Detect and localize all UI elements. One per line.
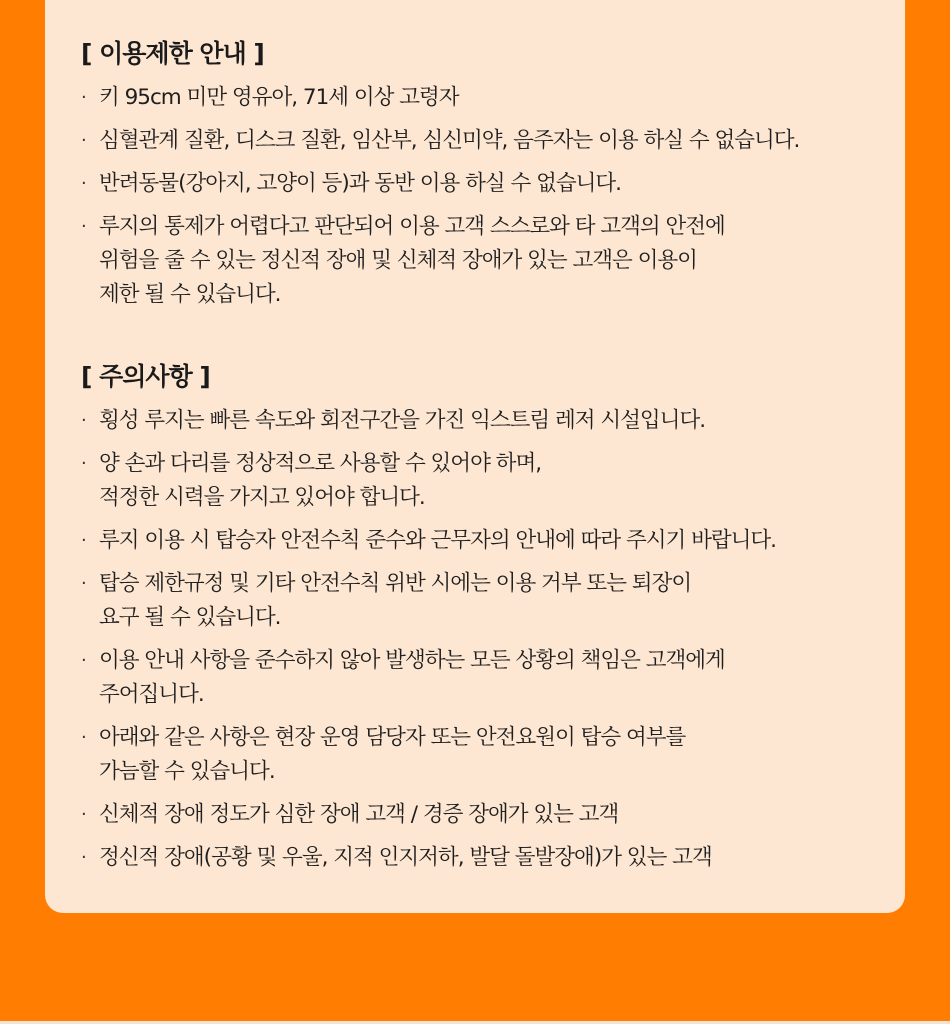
bullet-icon: · <box>81 130 86 151</box>
list-item-text: 탑승 제한규정 및 기타 안전수칙 위반 시에는 이용 거부 또는 퇴장이 요구 될 수 있습니다. <box>99 571 692 630</box>
list-item <box>81 81 881 115</box>
list-item <box>81 567 881 635</box>
bullet-icon: · <box>81 573 86 594</box>
list-item-text: 정신적 장애(공황 및 우울, 지적 인지저하, 발달 돌발장애)가 있는 고객 <box>99 845 712 870</box>
list-item <box>81 524 881 558</box>
list-item-text: 횡성 루지는 빠른 속도와 회전구간을 가진 익스트림 레저 시설입니다. <box>99 408 706 433</box>
usage-restrictions-section <box>81 37 881 321</box>
list-item-text: 루지 이용 시 탑승자 안전수칙 준수와 근무자의 안내에 따라 주시기 바랍니다. <box>99 528 777 553</box>
bullet-icon: · <box>81 530 86 551</box>
list-item <box>81 404 881 438</box>
usage-restrictions-heading: [ 이용제한 안내 ] <box>81 39 264 68</box>
bullet-icon: · <box>81 173 86 194</box>
list-item-text: 반려동물(강아지, 고양이 등)과 동반 이용 하실 수 없습니다. <box>99 171 621 196</box>
bullet-icon: · <box>81 87 86 108</box>
list-item-text: 아래와 같은 사항은 현장 운영 담당자 또는 안전요원이 탑승 여부를 가늠할 수 있습니다. <box>99 725 686 784</box>
list-item <box>81 644 881 712</box>
list-item <box>81 124 881 158</box>
list-item <box>81 447 881 515</box>
usage-restrictions-list <box>81 81 881 312</box>
cautions-list <box>81 404 881 875</box>
list-item-text: 루지의 통제가 어렵다고 판단되어 이용 고객 스스로와 타 고객의 안전에 위험을 줄 수 있는 정신적 장애 및 신체적 장애가 있는 고객은 이용이 제한 될 수 있습니다. <box>99 214 725 307</box>
bullet-icon: · <box>81 453 86 474</box>
list-item <box>81 210 881 312</box>
list-item <box>81 721 881 789</box>
list-item-text: 양 손과 다리를 정상적으로 사용할 수 있어야 하며, 적정한 시력을 가지고 있어야 합니다. <box>99 451 542 510</box>
bullet-icon: · <box>81 650 86 671</box>
bullet-icon: · <box>81 216 86 237</box>
cautions-heading: [ 주의사항 ] <box>81 362 210 391</box>
bullet-icon: · <box>81 410 86 431</box>
bullet-icon: · <box>81 847 86 868</box>
list-item-text: 신체적 장애 정도가 심한 장애 고객 / 경증 장애가 있는 고객 <box>99 802 619 827</box>
list-item <box>81 798 881 832</box>
notice-card <box>45 0 905 913</box>
list-item-text: 심혈관계 질환, 디스크 질환, 임산부, 심신미약, 음주자는 이용 하실 수 없습니다. <box>99 128 800 153</box>
list-item-text: 이용 안내 사항을 준수하지 않아 발생하는 모든 상황의 책임은 고객에게 주어집니다. <box>99 648 725 707</box>
bullet-icon: · <box>81 727 86 748</box>
cautions-section <box>81 360 881 884</box>
bullet-icon: · <box>81 804 86 825</box>
list-item <box>81 841 881 875</box>
list-item-text: 키 95cm 미만 영유아, 71세 이상 고령자 <box>99 85 459 110</box>
list-item <box>81 167 881 201</box>
